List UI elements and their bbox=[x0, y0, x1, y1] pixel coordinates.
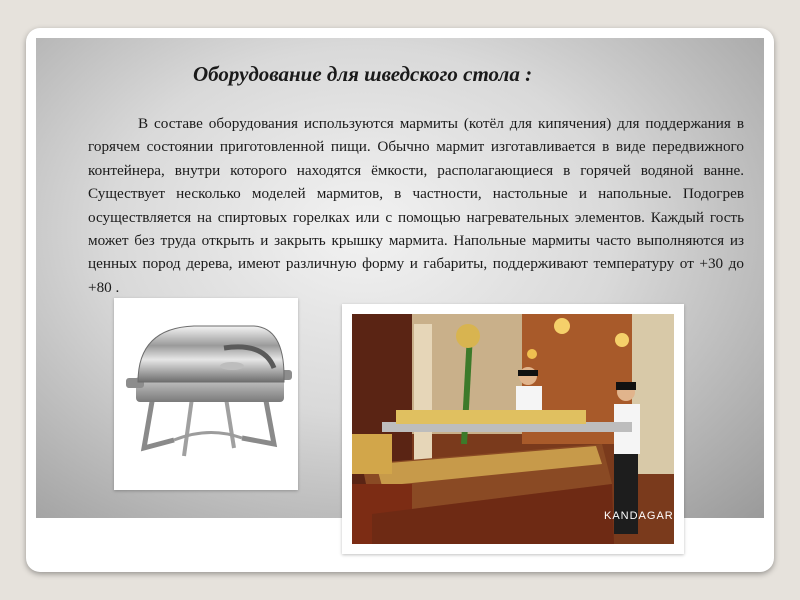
buffet-image bbox=[342, 304, 684, 554]
chafer-image bbox=[114, 298, 298, 490]
slide-title: Оборудование для шведского стола : bbox=[193, 62, 533, 86]
kandagar-logo: KANDAGAR bbox=[604, 510, 674, 522]
chafing-dish-illustration bbox=[114, 298, 298, 490]
body-paragraph: В составе оборудования используются мармиты (котёл для кипячения) для поддержания в горячем состоянии приготовленной пищи. Обычно мармит изготавливается в виде передвижного контейнера, внутри которого находятся ёмкости, располагающиеся в горячей водяной ванне. Существует несколько моделей мармитов, в частности, настольные и напольные. Подогрев осуществляется на спиртовых горелках или с помощью нагревательных элементов. Каждый гость может без труда открыть и закрыть крышку мармита. Напольные мармиты часто выполняются из ценных пород дерева, имеют различную форму и габариты, поддерживают температуру от +30 до +80 . bbox=[88, 115, 744, 296]
